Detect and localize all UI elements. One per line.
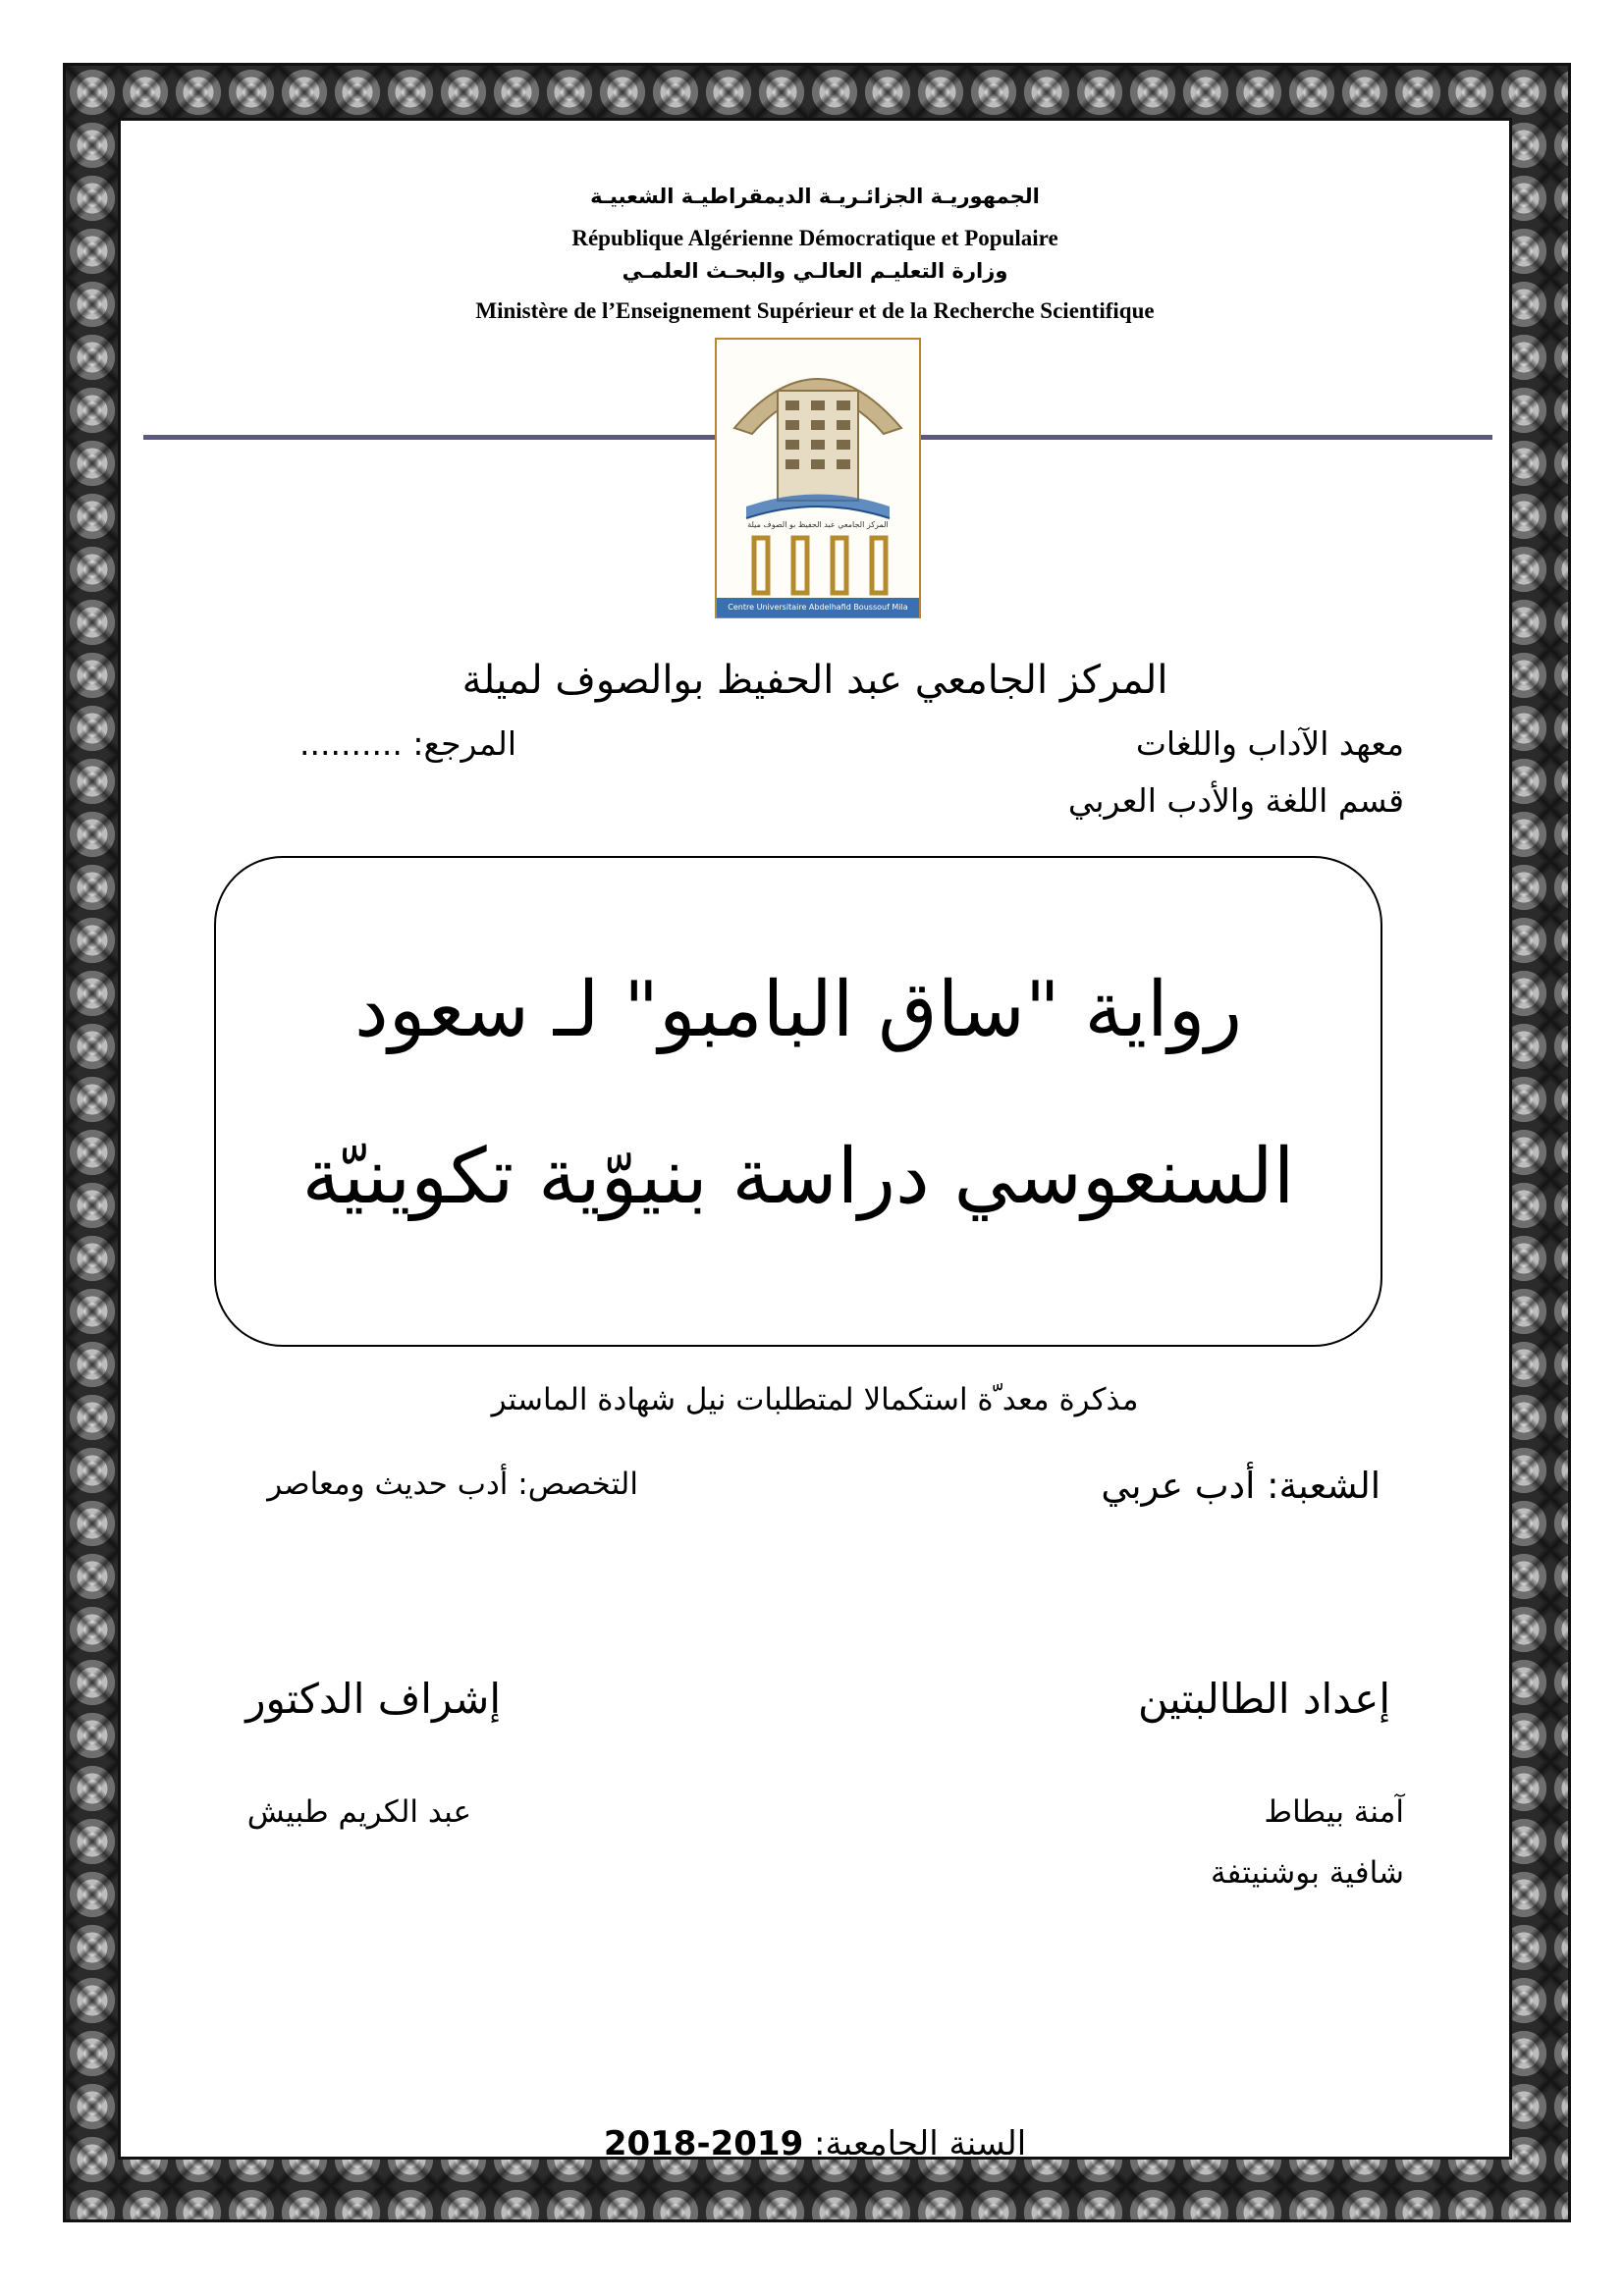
institute-name: معهد الآداب واللغات (1135, 724, 1404, 763)
memoir-note: مذكرة معد ّة استكمالا لمتطلبات نيل شهادة الماستر (491, 1382, 1139, 1417)
student-name-2: شافية بوشنيتفة (1210, 1855, 1404, 1891)
ministry-name-arabic: وزارة التعليـم العالـي والبحـث العلمـي (622, 259, 1008, 283)
reference-field: المرجع: .......... (299, 724, 516, 763)
thesis-title-box (214, 856, 1382, 1347)
department-name: قسم اللغة والأدب العربي (1067, 781, 1404, 820)
academic-year-value: 2019-2018 (603, 2124, 804, 2163)
thesis-title-line-2: السنعوسي دراسة بنيوّية تكوينيّة (301, 1133, 1295, 1221)
logo-caption-arabic: المركز الجامعي عبد الحفيظ بو الصوف ميلة (747, 520, 889, 529)
supervisor-name: عبد الكريم طبيش (246, 1794, 471, 1830)
thesis-title-line-1: رواية "ساق البامبو" لـ سعود (353, 966, 1243, 1054)
logo-caption-french: Centre Universitaire Abdelhafid Boussouf Mila (717, 598, 919, 617)
university-name: المركز الجامعي عبد الحفيظ بوالصوف لميلة (461, 658, 1168, 703)
university-building-icon (717, 340, 919, 616)
academic-year-label: السنة الجامعية: (814, 2124, 1027, 2163)
students-heading: إعداد الطالبتين (1137, 1675, 1390, 1723)
ministry-name-french: Ministère de l’Enseignement Supérieur et de la Recherche Scientifique (475, 298, 1155, 323)
country-name-arabic: الجمهوريـة الجزائـريـة الديمقراطيـة الشعبيـة (590, 185, 1040, 208)
supervisor-heading: إشراف الدكتور (245, 1675, 501, 1723)
university-logo (715, 338, 921, 618)
specialty-field: التخصص: أدب حديث ومعاصر (267, 1467, 638, 1502)
country-name-french: République Algérienne Démocratique et Populaire (571, 226, 1058, 250)
student-name-1: آمنة بيطاط (1264, 1794, 1404, 1830)
header-rule-left (143, 435, 715, 440)
header-rule-right (921, 435, 1492, 440)
branch-field: الشعبة: أدب عربي (1101, 1465, 1380, 1507)
academic-year (412, 2124, 1218, 2163)
